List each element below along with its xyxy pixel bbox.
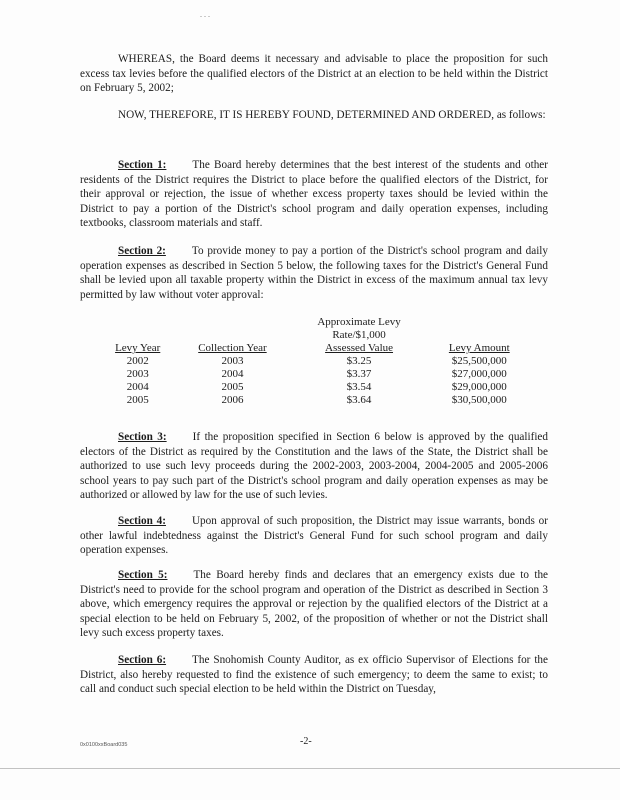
section-3-text: If the proposition specified in Section 6 below is approved by the qualified electors of the District as required by the Constitution and the laws of the State, the District shall be authorized to use such levy proceeds during the 2002-2003, 2003-2004, 2004-2005 and 2005-2006 school years to pay such part of the District's school program and daily operation expenses as may be authorized or allowed by law for the use of such levies. bbox=[80, 431, 548, 502]
section-5-text: The Board hereby finds and declares that an emergency exists due to the District's need to provide for the school program and operation of the District as described in Section 3 above, which emergency requires the approval or rejection by the qualified electors of the District at a special election to be held on February 5, 2002, of the proposition of whether or not the District shall levy such excess property taxes. bbox=[80, 569, 549, 640]
section-6-paragraph bbox=[80, 653, 548, 697]
section-1-paragraph bbox=[80, 158, 548, 231]
col-assessed-value: Assessed Value bbox=[325, 342, 394, 354]
scan-edge-line bbox=[0, 768, 620, 769]
document-code: 0x0100xxBoard035 bbox=[80, 742, 128, 748]
section-3-heading: Section 3: bbox=[118, 431, 167, 443]
section-5-paragraph bbox=[80, 568, 548, 641]
col-levy-amount: Levy Amount bbox=[448, 342, 510, 354]
section-4-heading: Section 4: bbox=[118, 515, 166, 527]
col-levy-year: Levy Year bbox=[115, 342, 161, 354]
section-2-text: To provide money to pay a portion of the District's school program and daily operation expenses as described in Section 5 below, the following taxes for the District's General Fund shall be levied upon all taxable property within the District in excess of the maximum annual tax levy permitted by law without voter approval: bbox=[80, 245, 548, 301]
section-1-heading: Section 1: bbox=[118, 159, 167, 171]
scan-marks: . . . bbox=[200, 10, 210, 19]
section-5-heading: Section 5: bbox=[118, 569, 168, 581]
section-2-heading: Section 2: bbox=[118, 245, 166, 257]
section-4-text: Upon approval of such proposition, the District may issue warrants, bonds or other lawful indebtedness against the District's General Fund for such school program and daily operation expenses. bbox=[80, 515, 548, 557]
whereas-paragraph: WHEREAS, the Board deems it necessary and advisable to place the proposition for such excess tax levies before the qualified electors of the District at an election to be held within the District on February 5, 2002; bbox=[80, 53, 548, 95]
now-therefore-paragraph: NOW, THEREFORE, IT IS HEREBY FOUND, DETERMINED AND ORDERED, as follows: bbox=[118, 109, 546, 121]
table-row: 2003 2004 $3.37 $27,000,000 bbox=[126, 368, 507, 380]
section-3-paragraph bbox=[80, 430, 548, 503]
levy-table-header-mid bbox=[100, 329, 530, 342]
section-4-paragraph bbox=[80, 514, 548, 558]
section-6-heading: Section 6: bbox=[118, 654, 167, 666]
col-collection-year: Collection Year bbox=[198, 342, 267, 354]
table-row: 2004 2005 $3.54 $29,000,000 bbox=[126, 381, 507, 393]
section-1-text: The Board hereby determines that the best interest of the students and other residents of the District requires the District to place before the qualified electors of the District, for their approval or rejection, the issue of whether excess property taxes should be levied within the District to pay a portion of the District's school program and daily operation expenses, including textbooks, classroom materials and staff. bbox=[80, 159, 548, 230]
levy-table-header-top bbox=[100, 316, 530, 329]
levy-table bbox=[100, 316, 530, 407]
page-number: -2- bbox=[300, 736, 312, 747]
rate-header-line1: Approximate Levy bbox=[317, 316, 401, 328]
section-6-text: The Snohomish County Auditor, as ex officio Supervisor of Elections for the District, also hereby requested to find the existence of such emergency; to deem the same to exist; to call and conduct such special election to be held within the District on Tuesday, bbox=[80, 654, 548, 696]
rate-header-line2: Rate/$1,000 bbox=[332, 329, 386, 341]
table-row: 2002 2003 $3.25 $25,500,000 bbox=[126, 355, 507, 367]
levy-table-column-headers bbox=[100, 342, 530, 355]
section-2-paragraph bbox=[80, 244, 548, 302]
table-row: 2005 2006 $3.64 $30,500,000 bbox=[126, 394, 507, 406]
